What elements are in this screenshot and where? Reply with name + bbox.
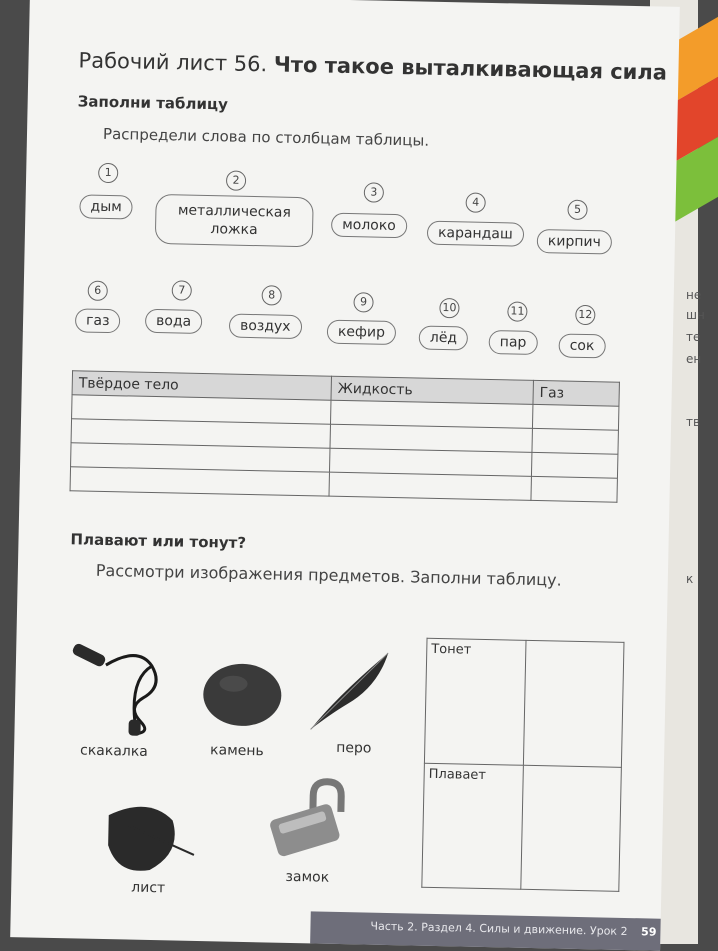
edge-text: к [686,572,694,586]
section-heading: Плавают или тонут? [70,530,247,552]
answer-cell[interactable] [523,640,624,767]
word-number: 1 [98,163,118,183]
instruction: Рассмотри изображения предметов. Заполни таблицу. [95,560,562,590]
word-card[interactable]: воздух [229,314,302,340]
answer-cell[interactable] [531,452,618,478]
worksheet-page [10,0,680,951]
answer-cell[interactable] [70,467,329,496]
item-label: перо [336,739,372,757]
word-number: 10 [439,298,459,318]
word-card[interactable]: пар [489,330,538,355]
word-number: 8 [261,285,281,305]
edge-text: шн [686,308,705,322]
edge-text: тв [686,415,701,429]
answer-cell[interactable] [532,404,619,430]
edge-text: не [686,288,702,302]
float-cell[interactable] [422,763,523,890]
word-card[interactable]: вода [145,309,203,334]
float-sink-table [421,638,624,892]
page-footer [310,911,661,950]
answer-cell[interactable] [520,765,621,892]
column-header-solid: Твёрдое тело [72,371,331,400]
word-number: 9 [353,292,373,312]
footer-text: Часть 2. Раздел 4. Силы и движение. Урок 2 [370,919,628,939]
word-card[interactable]: молоко [331,213,407,239]
float-label: Плавает [428,766,487,783]
answer-cell[interactable] [531,476,618,502]
stone-image [201,659,284,731]
word-card[interactable]: газ [75,308,121,333]
word-number: 12 [575,305,595,325]
page-number: 59 [640,925,657,939]
word-card[interactable]: кефир [327,320,397,345]
column-header-liquid: Жидкость [331,376,533,404]
jump-rope-image [66,634,178,736]
word-number: 11 [507,301,527,321]
word-number: 4 [465,192,485,212]
worksheet-number: Рабочий лист 56. [78,48,268,77]
word-card[interactable]: кирпич [537,229,612,255]
feather-image [307,645,399,733]
instruction: Распредели слова по столбцам таблицы. [102,124,430,150]
word-number: 3 [364,182,384,202]
word-card[interactable]: сок [558,333,605,358]
item-label: камень [209,742,264,760]
sink-cell[interactable] [424,638,525,765]
item-label: лист [131,879,166,897]
padlock-image [262,776,364,858]
column-header-gas: Газ [533,380,620,406]
section-heading: Заполни таблицу [77,92,229,114]
worksheet-topic: Что такое выталкивающая сила [273,52,668,85]
edge-text: ен [686,352,702,366]
word-number: 7 [172,280,192,300]
word-number: 2 [226,170,246,190]
states-table [70,370,620,502]
word-card[interactable]: дым [79,194,133,219]
answer-cell[interactable] [329,472,531,500]
word-card[interactable]: карандаш [427,221,524,247]
word-card[interactable]: лёд [419,326,469,351]
word-number: 5 [567,200,587,220]
word-number: 6 [88,281,108,301]
word-card[interactable]: металлическая ложка [155,194,314,247]
edge-text: те [686,330,701,344]
sink-label: Тонет [431,641,472,658]
page-title [78,48,667,84]
item-label: замок [285,868,330,886]
leaf-image [97,795,199,881]
item-label: скакалка [79,742,149,760]
answer-cell[interactable] [532,428,619,454]
